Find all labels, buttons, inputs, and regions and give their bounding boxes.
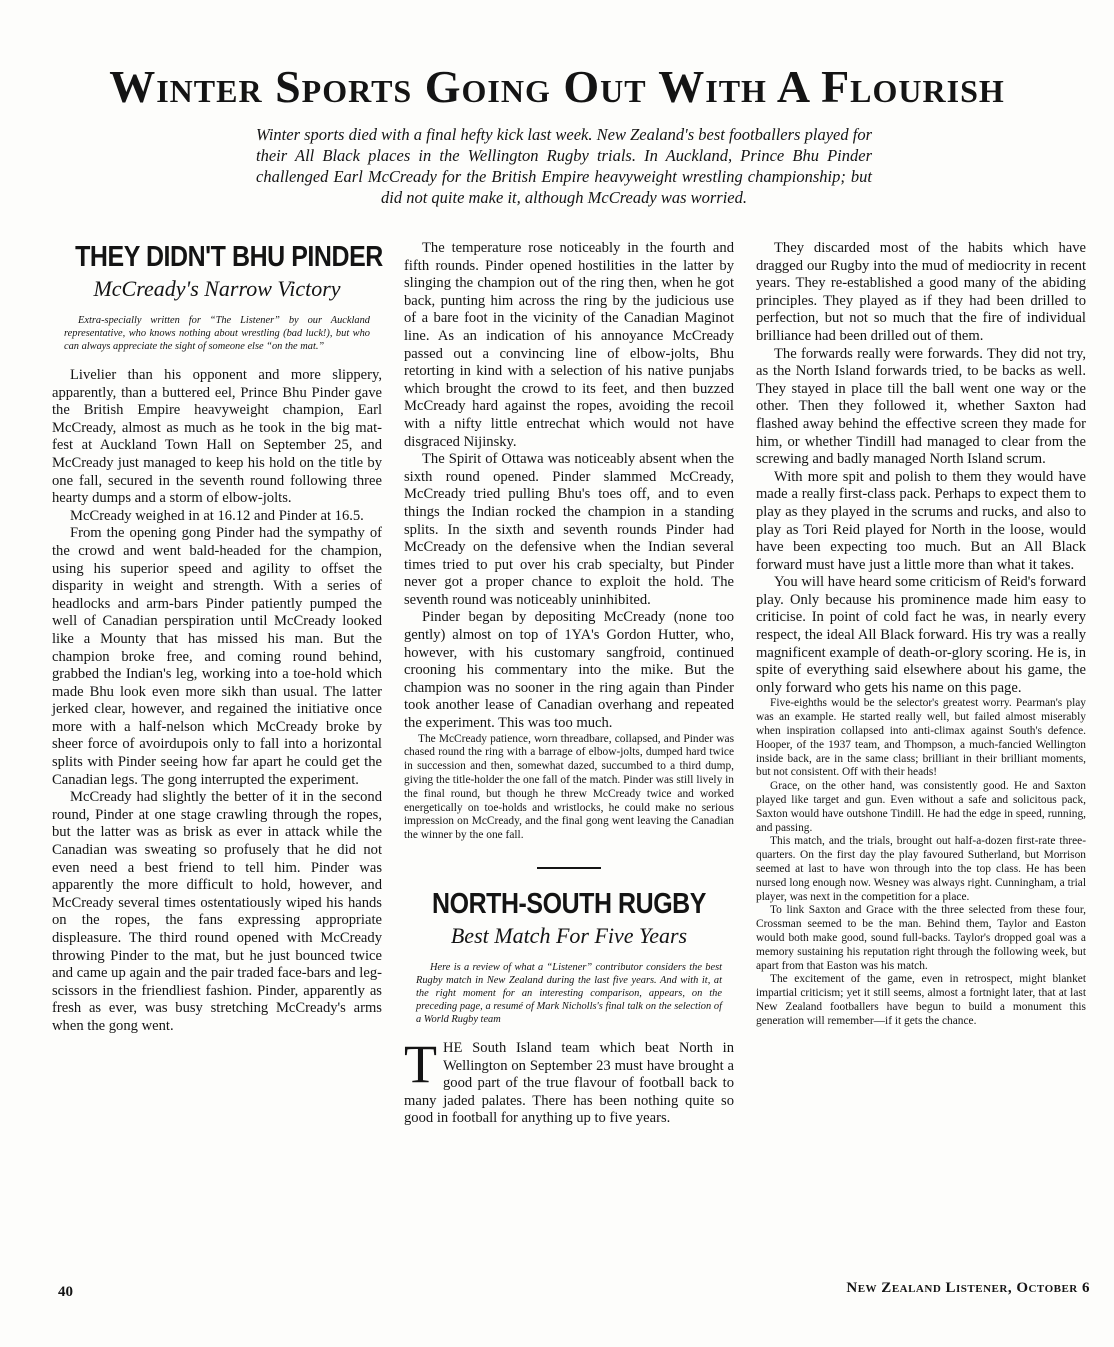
rugby-paragraph: They discarded most of the habits which have dragged our Rugby into the mud of mediocrity in recent years. They re-established a good many of the abiding principles. They played as if they had been drilled to perfection, but not so much that the fire of individual brilliance had been drilled out of them. bbox=[756, 240, 1086, 344]
rugby-byline: Here is a review of what a “Listener” contributor considers the best Rugby match in New Zealand during the last five years. And with it, at the right moment for an interesting comparison, appears, on the preceding page, a resumé of Mark Nicholls's final talk on the selection of a World Rugby team bbox=[416, 962, 722, 1025]
rugby-subtitle: Best Match For Five Years bbox=[450, 923, 688, 948]
wrestling-subtitle: McCready's Narrow Victory bbox=[93, 276, 341, 301]
wrestling-paragraph: The McCready patience, worn threadbare, collapsed, and Pinder was chased round the ring with a barrage of elbow-jolts, dumped hard twice in succession and then, somewhat dazed, succumbed to a third dump, giving the title-holder the one fall of the match. Pinder was still lively in the final round, but though he threw McCready twice and worked energetically on toe-holds and wristlocks, he could make no serious impression on McCready, and the final gong went leaving the Canadian the winner by the one fall. bbox=[404, 732, 734, 842]
rugby-paragraph: This match, and the trials, brought out half-a-dozen first-rate three-quarters. On the first day the play favoured Sutherland, but Morrison seemed at last to have won through into the top class. He has been nursed long enough now. Wesney was always right. Cunningham, a trial player, was next in the competition for a place. bbox=[756, 835, 1086, 903]
page-headline: Winter Sports Going Out With A Flourish bbox=[109, 61, 1005, 112]
wrestling-paragraph: McCready weighed in at 16.12 and Pinder at 16.5. bbox=[70, 507, 364, 524]
rugby-lead-text: HE South Island team which beat North in Wellington on September 23 must have brought a good part of the true flavour of football back to many jaded palates. There has been nothing quite so good in football for anything up to five years. bbox=[404, 1040, 734, 1127]
rugby-paragraph: The forwards really were forwards. They did not try, as the North Island forwards tried, to be backs as well. They stayed in place till the ball went one way or the other. Then they followed it, whether Saxton had flashed away behind the effective screen they made for him, or whether Tindill had managed to clear from the screwing and badly managed North Island scrum. bbox=[756, 345, 1086, 468]
column-3 bbox=[756, 240, 1086, 1029]
rugby-paragraph bbox=[404, 1034, 734, 1128]
rugby-paragraph: Five-eighths would be the selector's greatest worry. Pearman's play was an example. He started really well, but failed almost miserably when inspiration collapsed into anti-climax against South's defence. Hooper, of the 1937 team, and Thompson, a much-fancied Wellington inside back, are in the same class; brilliant in their brilliant moments, but not consistent. Off with their heads! bbox=[756, 697, 1086, 779]
wrestling-paragraph: From the opening gong Pinder had the sympathy of the crowd and went bald-headed for the champion, using his superior speed and agility to offset the disparity in weight and strength. With a series of headlocks and arm-bars Pinder patiently pumped the well of Canadian perspiration until McCready looked like a Mounty that has missed his man. But the champion broke free, and coming round behind, grabbed the Indian's leg, working into a toe-hold which made Bhu look even more sikh than usual. The latter jerked clear, however, and regained the initiative once more with a half-nelson which McCready broke by sheer force of avoirdupois only to fall into a horizontal splits with Pinder seeing how far apart he could get the Canadian legs. The gong interrupted the experiment. bbox=[52, 525, 382, 788]
wrestling-paragraph: Pinder began by depositing McCready (none too gently) almost on top of 1YA's Gordon Hutter, who, however, with his customary sangfroid, continued crooning his commentary into the mike. But the champion was no sooner in the ring again than Pinder took another lease of Canadian overhang and repeated the experiment. This was too much. bbox=[404, 609, 734, 732]
page-number: 40 bbox=[58, 1284, 73, 1300]
wrestling-paragraph: The Spirit of Ottawa was noticeably absent when the sixth round opened. Pinder slammed McCready, McCready tried pulling Bhu's toes off, and to even things the Indian rocked the champion in a standing splits. In the sixth and seventh rounds Pinder had McCready on the defensive when the Indian several times tried to put over his crab specialty, but Pinder never got a proper chance to exploit the hold. The seventh round was noticeably uninhibited. bbox=[404, 451, 734, 608]
rugby-paragraph: You will have heard some criticism of Reid's forward play. Only because his prominence made him easy to criticise. In point of cold fact he was, in nearly every respect, the ideal All Black forward. His try was a really magnificent example of death-or-glory scoring. He is, in spite of everything said elsewhere about his game, the only forward who gets his name on this page. bbox=[756, 574, 1086, 696]
wrestling-byline: Extra-specially written for “The Listener” by our Auckland representative, who knows nothing about wrestling (bad luck!), but who can always appreciate the sight of someone else “on the mat.” bbox=[64, 315, 370, 352]
rugby-paragraph: The excitement of the game, even in retrospect, might blanket impartial criticism; yet it still seems, almost a fortnight later, that at last New Zealand footballers have begun to build a monument this generation will remember—if it gets the chance. bbox=[756, 973, 1086, 1027]
wrestling-paragraph: The temperature rose noticeably in the fourth and fifth rounds. Pinder opened hostilities in the latter by slinging the champion out of the ring then, when he got back, punting him across the ring by the judicious use of a bare foot in the vicinity of the Canadian Maginot line. As an indication of his annoyance McCready passed out a convincing line of elbow-jolts, Bhu retorting in kind with a selection of his native punjabs which brought the crowd to its feet, and then buzzed McCready hard against the ropes, avoiding the recoil with a nifty little entrechat which would not have disgraced Nijinsky. bbox=[404, 240, 734, 450]
section-divider bbox=[537, 867, 601, 869]
rugby-paragraph: Grace, on the other hand, was consistently good. He and Saxton played like target and gun. Even without a safe and solicitous pack, Saxton would have outshone Tindill. He had the edge in speed, running, and passing. bbox=[756, 780, 1086, 834]
wrestling-title: THEY DIDN'T BHU PINDER bbox=[75, 241, 383, 273]
rugby-paragraph: With more spit and polish to them they would have made a really first-class pack. Perhaps to expect them to play as they played in the scrums and rucks, and also to play as Tori Reid played for North in the loose, would have been expecting too much. But an All Black forward must have just a little more than what it takes. bbox=[756, 468, 1086, 573]
publication-footer: New Zealand Listener, October 6 bbox=[846, 1280, 1090, 1296]
wrestling-paragraph: Livelier than his opponent and more slippery, apparently, than a buttered eel, Prince Bhu Pinder gave the British Empire heavyweight champion, Earl McCready, almost as much as he took in the big mat-fest at Auckland Town Hall on September 25, and McCready just managed to keep his hold on the title by one fall, secured in the seventh round following three hearty dumps and a storm of elbow-jolts. bbox=[52, 367, 382, 507]
rugby-paragraph: To link Saxton and Grace with the three selected from these four, Crossman seemed to be the man. Behind them, Taylor and Easton would both make good, sound full-backs. Taylor's dropped goal was a memory sustaining his reputation right through the following week, but apart from that Easton was his match. bbox=[756, 904, 1086, 972]
wrestling-paragraph: McCready had slightly the better of it in the second round, Pinder at one stage crawling through the ropes, but the latter was as brisk as ever in attack while the Canadian was sweating so profusely that he did not even need a best friend to tell him. Pinder was apparently the more difficult to hold, however, and McCready several times ostentatiously wiped his hands on the ropes, the fans expressing appropriate displeasure. The third round opened with McCready throwing Pinder to the mat, but he just bounced twice and came up again and the pair traded face-bars and leg-scissors in the friendliest fashion. Pinder, apparently as fresh as ever, was busy stretching McCready's arms when the gong went. bbox=[52, 789, 382, 1034]
standfirst: Winter sports died with a final hefty kick last week. New Zealand's best footballers played for their All Black places in the Wellington Rugby trials. In Auckland, Prince Bhu Pinder challenged Earl McCready for the British Empire heavyweight wrestling championship; but did not quite make it, although McCready was worried. bbox=[256, 125, 872, 207]
column-1 bbox=[52, 240, 382, 1036]
drop-cap: T bbox=[404, 1034, 437, 1094]
column-2 bbox=[404, 240, 734, 1128]
rugby-title: NORTH-SOUTH RUGBY bbox=[432, 888, 706, 920]
